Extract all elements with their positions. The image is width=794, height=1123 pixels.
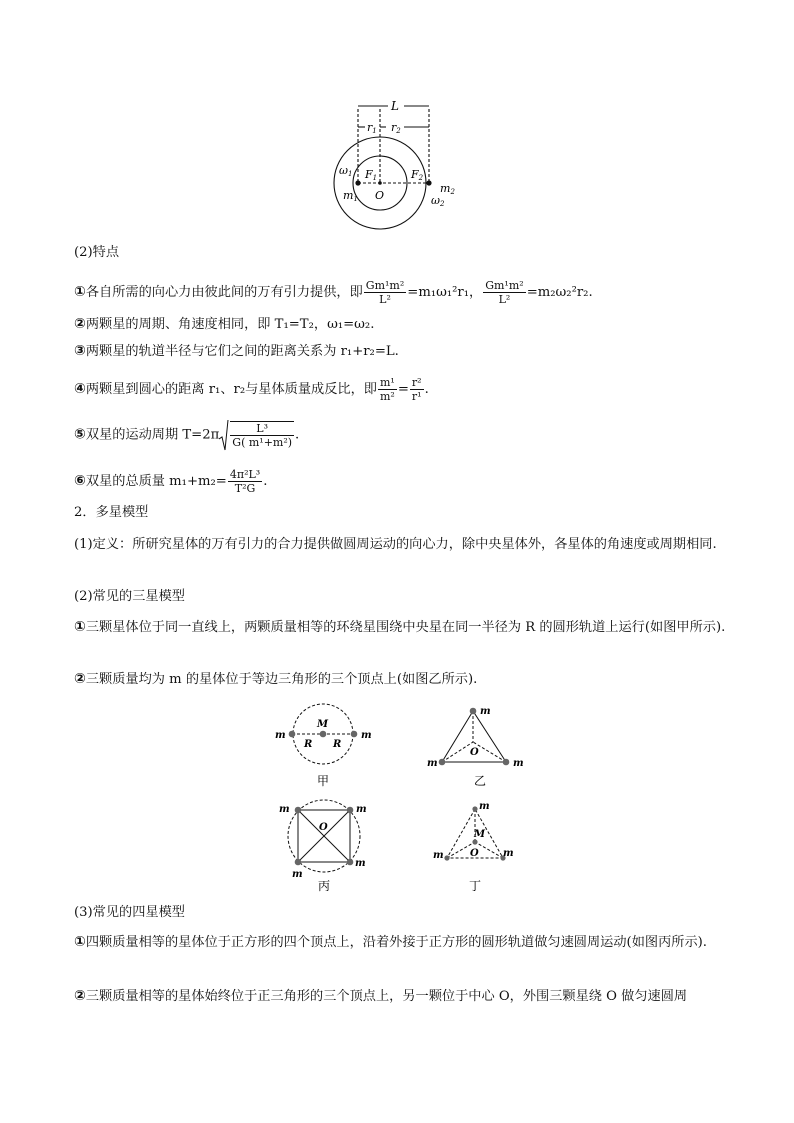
- bing-caption: 丙: [318, 879, 331, 893]
- fig1-m1: m1: [343, 189, 358, 203]
- ding-O: O: [470, 848, 479, 859]
- figure-jia: [272, 700, 376, 792]
- fig1-O: O: [375, 189, 385, 202]
- bing-m-tr: m: [356, 804, 367, 815]
- fig1-r2: r2: [391, 121, 401, 135]
- feature-5: ⑤双星的运动周期 T=2π $\frac{\text{L³}}{\text{G( m¹+m²)}}$ .: [74, 422, 300, 449]
- feature-4: ④两颗星到圆心的距离 r₁、r₂与星体质量成反比，即 $\frac{\text{m¹}}{\text{m²}}$ = $\frac{\text{r²}}{\text{r¹}}$ .: [74, 376, 429, 403]
- ding-caption: 丁: [469, 879, 482, 893]
- section-features: (2)特点: [74, 245, 120, 260]
- yi-m-left: m: [427, 758, 438, 769]
- fig1-F1: F1: [365, 168, 378, 182]
- feature-1: ①各自所需的向心力由彼此间的万有引力提供，即 $\frac{\text{Gm¹m²}}{\text{L²}}$ =m₁ω₁²r₁， $\frac{\text{Gm¹m²}}{\text{L²}}$ =m₂ω₂²r₂.: [74, 279, 593, 306]
- feature-3: ③两颗星的轨道半径与它们之间的距离关系为 r₁+r₂=L.: [74, 343, 399, 359]
- fig1-F2: F2: [411, 168, 424, 182]
- yi-O: O: [470, 747, 479, 758]
- figure-ding: [428, 795, 534, 895]
- three-star-heading: (2)常见的三星模型: [74, 589, 185, 604]
- feature-2: ②两颗星的周期、角速度相同，即 T₁=T₂，ω₁=ω₂.: [74, 316, 375, 332]
- jia-m-left: m: [275, 730, 286, 741]
- figure-bing: [276, 795, 372, 895]
- four-star-1: ①四颗质量相等的星体位于正方形的四个顶点上，沿着外接于正方形的圆形轨道做匀速圆周运动(如图丙所示).: [74, 934, 707, 950]
- fig1-omega1: ω1: [339, 164, 353, 178]
- jia-R2: R: [333, 739, 342, 750]
- feature-6: ⑥双星的总质量 m₁+m₂= $\frac{\text{4π²L³}}{\text{T²G}}$ .: [74, 468, 268, 495]
- figure-yi: [424, 700, 534, 792]
- jia-m-right: m: [361, 730, 372, 741]
- definition: (1)定义：所研究星体的万有引力的合力提供做圆周运动的向心力，除中央星体外，各星体的角速度或周期相同.: [74, 537, 717, 552]
- bing-m-bl: m: [292, 869, 303, 880]
- three-star-1: ①三颗星体位于同一直线上，两颗质量相等的环绕星围绕中央星在同一半径为 R 的圆形轨道上运行(如图甲所示).: [74, 619, 726, 635]
- yi-caption: 乙: [474, 774, 487, 788]
- jia-R1: R: [304, 739, 313, 750]
- jia-M: M: [317, 719, 329, 730]
- ding-M: M: [474, 829, 486, 840]
- fig1-m2: m2: [440, 182, 455, 196]
- bing-m-br: m: [355, 858, 366, 869]
- heading-multi-star: 2．多星模型: [74, 505, 149, 520]
- bing-m-tl: m: [279, 804, 290, 815]
- fig1-omega2: ω2: [431, 194, 445, 208]
- four-star-2: ②三颗质量相等的星体始终位于正三角形的三个顶点上，另一颗位于中心 O，外围三颗星绕 O 做匀速圆周: [74, 988, 688, 1004]
- jia-caption: 甲: [317, 774, 330, 788]
- ding-m-top: m: [479, 801, 490, 812]
- bing-O: O: [319, 822, 328, 833]
- fig1-L: L: [391, 99, 399, 113]
- yi-m-right: m: [513, 758, 524, 769]
- fig1-r1: r1: [367, 121, 377, 135]
- yi-m-top: m: [480, 706, 491, 717]
- three-star-2: ②三颗质量均为 m 的星体位于等边三角形的三个顶点上(如图乙所示).: [74, 671, 478, 687]
- ding-m-right: m: [503, 848, 514, 859]
- ding-m-left: m: [433, 850, 444, 861]
- binary-star-figure: [330, 95, 470, 235]
- four-star-heading: (3)常见的四星模型: [74, 905, 185, 920]
